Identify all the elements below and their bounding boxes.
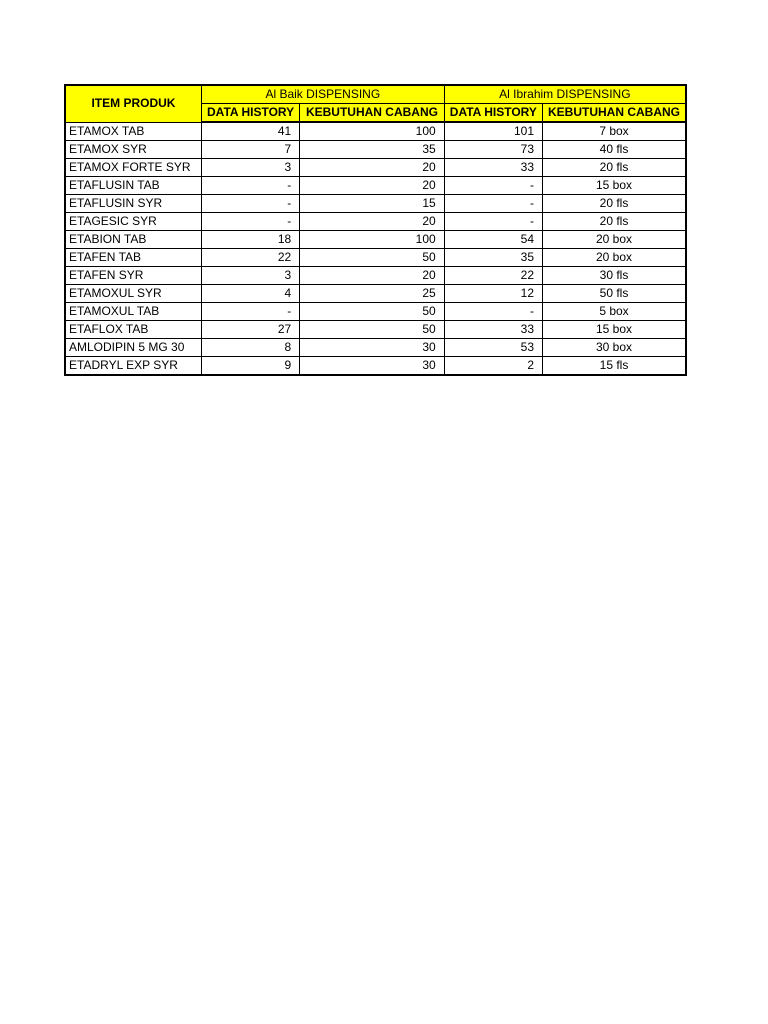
al-ibrahim-history-cell: 101 [444,122,542,141]
al-baik-kebutuhan-cell: 50 [300,303,444,321]
al-baik-history-cell: - [201,303,299,321]
al-ibrahim-history-cell: 33 [444,159,542,177]
al-ibrahim-kebutuhan-cell: 40 fls [543,141,686,159]
item-cell: ETAFLUSIN TAB [65,177,201,195]
item-cell: ETAFLUSIN SYR [65,195,201,213]
al-baik-history-cell: 9 [201,357,299,376]
al-ibrahim-kebutuhan-cell: 30 fls [543,267,686,285]
al-baik-kebutuhan-cell: 20 [300,213,444,231]
al-baik-kebutuhan-cell: 25 [300,285,444,303]
al-baik-kebutuhan-cell: 20 [300,267,444,285]
al-ibrahim-kebutuhan-cell: 15 box [543,177,686,195]
al-ibrahim-history-cell: 2 [444,357,542,376]
table-row [65,177,686,195]
table-row [65,285,686,303]
al-baik-history-cell: 4 [201,285,299,303]
al-ibrahim-history-cell: - [444,177,542,195]
al-ibrahim-history-cell: - [444,213,542,231]
item-cell: AMLODIPIN 5 MG 30 [65,339,201,357]
table-body [65,122,686,375]
al-baik-group-header: Al Baik DISPENSING [201,85,444,104]
al-ibrahim-kebutuhan-cell: 20 fls [543,159,686,177]
al-baik-history-cell: 22 [201,249,299,267]
al-ibrahim-kebutuhan-cell: 20 fls [543,195,686,213]
al-baik-history-cell: - [201,213,299,231]
al-baik-history-cell: 3 [201,267,299,285]
al-ibrahim-kebutuhan-cell: 30 box [543,339,686,357]
al-ibrahim-history-cell: 12 [444,285,542,303]
al-baik-history-cell: 18 [201,231,299,249]
table-row [65,267,686,285]
table-row [65,321,686,339]
item-produk-header: ITEM PRODUK [65,85,201,122]
al-baik-kebutuhan-cell: 15 [300,195,444,213]
al-baik-kebutuhan-cell: 100 [300,122,444,141]
table-row [65,339,686,357]
al-baik-kebutuhan-cell: 30 [300,339,444,357]
al-ibrahim-history-cell: 22 [444,267,542,285]
al-baik-history-cell: - [201,195,299,213]
al-baik-kebutuhan-cell: 100 [300,231,444,249]
al-ibrahim-kebutuhan-cell: 20 fls [543,213,686,231]
al-baik-kebutuhan-cell: 50 [300,321,444,339]
table-row [65,357,686,376]
al-baik-history-cell: 3 [201,159,299,177]
al-baik-kebutuhan-cell: 30 [300,357,444,376]
table-row [65,159,686,177]
al-ibrahim-kebutuhan-cell: 5 box [543,303,686,321]
al-ibrahim-kebutuhan-cell: 50 fls [543,285,686,303]
al-baik-history-cell: - [201,177,299,195]
item-cell: ETAFEN TAB [65,249,201,267]
table-row [65,231,686,249]
al-ibrahim-group-header: Al Ibrahim DISPENSING [444,85,686,104]
al-ibrahim-data-history-header: DATA HISTORY [444,104,542,123]
al-baik-history-cell: 27 [201,321,299,339]
table-row [65,213,686,231]
al-ibrahim-kebutuhan-cell: 20 box [543,249,686,267]
item-cell: ETAMOX TAB [65,122,201,141]
al-baik-kebutuhan-header: KEBUTUHAN CABANG [300,104,444,123]
al-ibrahim-history-cell: 73 [444,141,542,159]
al-baik-kebutuhan-cell: 20 [300,177,444,195]
item-cell: ETABION TAB [65,231,201,249]
al-baik-kebutuhan-cell: 20 [300,159,444,177]
item-cell: ETAMOX SYR [65,141,201,159]
al-ibrahim-kebutuhan-cell: 20 box [543,231,686,249]
table-header [65,85,686,122]
al-ibrahim-history-cell: - [444,195,542,213]
al-baik-history-cell: 7 [201,141,299,159]
item-cell: ETAMOXUL TAB [65,303,201,321]
item-cell: ETAMOXUL SYR [65,285,201,303]
table-row [65,141,686,159]
table-row [65,122,686,141]
al-baik-history-cell: 41 [201,122,299,141]
al-ibrahim-kebutuhan-cell: 7 box [543,122,686,141]
table-row [65,195,686,213]
al-baik-data-history-header: DATA HISTORY [201,104,299,123]
al-ibrahim-kebutuhan-cell: 15 fls [543,357,686,376]
al-ibrahim-history-cell: 54 [444,231,542,249]
al-ibrahim-history-cell: - [444,303,542,321]
item-cell: ETAMOX FORTE SYR [65,159,201,177]
al-ibrahim-history-cell: 35 [444,249,542,267]
item-cell: ETAGESIC SYR [65,213,201,231]
item-cell: ETADRYL EXP SYR [65,357,201,376]
al-ibrahim-history-cell: 53 [444,339,542,357]
item-cell: ETAFEN SYR [65,267,201,285]
al-ibrahim-kebutuhan-header: KEBUTUHAN CABANG [543,104,686,123]
al-ibrahim-kebutuhan-cell: 15 box [543,321,686,339]
table-row [65,303,686,321]
item-cell: ETAFLOX TAB [65,321,201,339]
table-row [65,249,686,267]
product-needs-table [64,84,687,376]
al-baik-kebutuhan-cell: 35 [300,141,444,159]
al-baik-kebutuhan-cell: 50 [300,249,444,267]
al-baik-history-cell: 8 [201,339,299,357]
al-ibrahim-history-cell: 33 [444,321,542,339]
header-row-1 [65,85,686,104]
